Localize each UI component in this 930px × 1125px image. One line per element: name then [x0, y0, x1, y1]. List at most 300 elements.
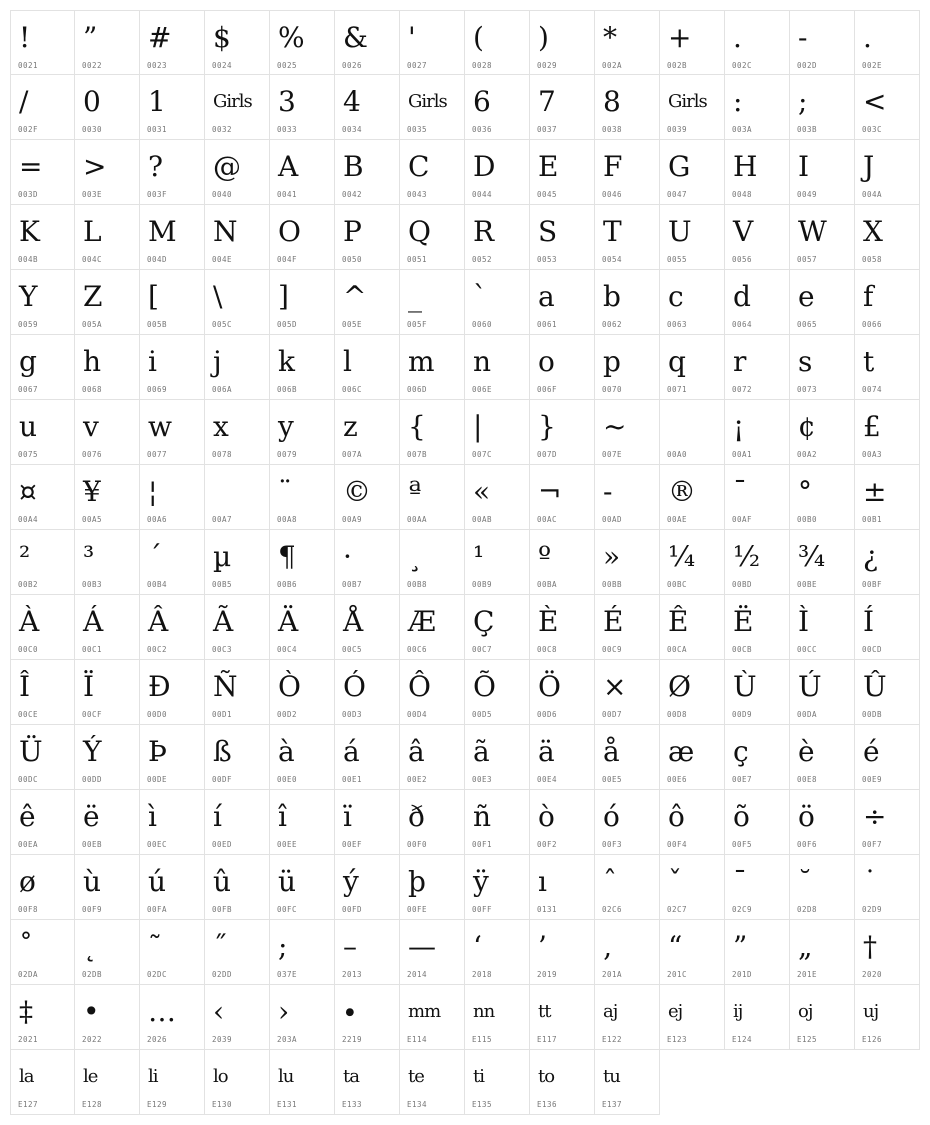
glyph-char: ³	[83, 540, 95, 573]
glyph-char: ª	[408, 475, 422, 508]
glyph-cell-0035	[400, 75, 465, 140]
glyph-cell-0060	[465, 270, 530, 335]
glyph-cell-00ca	[660, 595, 725, 660]
glyph-code: 00A8	[277, 515, 298, 524]
glyph-code: 0026	[342, 61, 363, 70]
glyph-cell-00d6	[530, 660, 595, 725]
glyph-code: 00F1	[472, 840, 493, 849]
glyph-char: x	[213, 410, 229, 443]
glyph-char: `	[473, 280, 487, 313]
glyph-code: 002F	[18, 125, 39, 134]
glyph-cell-0022	[75, 10, 140, 75]
glyph-code: 201C	[667, 970, 688, 979]
glyph-char: !	[19, 21, 31, 54]
glyph-code: 00C8	[537, 645, 558, 654]
glyph-char: $	[213, 21, 231, 54]
glyph-cell-00e8	[790, 725, 855, 790]
glyph-cell-0052	[465, 205, 530, 270]
glyph-code: 00E2	[407, 775, 428, 784]
glyph-code: 00F3	[602, 840, 623, 849]
glyph-cell-2018	[465, 920, 530, 985]
glyph-cell-006e	[465, 335, 530, 400]
glyph-code: 0062	[602, 320, 623, 329]
glyph-char: Ã	[213, 605, 234, 638]
glyph-cell-2014	[400, 920, 465, 985]
glyph-char: >	[83, 150, 107, 183]
glyph-char: ð	[408, 800, 425, 833]
glyph-cell-0051	[400, 205, 465, 270]
glyph-cell-00e0	[270, 725, 335, 790]
glyph-cell-0024	[205, 10, 270, 75]
glyph-cell-00cb	[725, 595, 790, 660]
glyph-code: 0024	[212, 61, 233, 70]
glyph-code: 003D	[18, 190, 39, 199]
glyph-char: ü	[278, 865, 297, 898]
glyph-char: li	[148, 1066, 158, 1087]
glyph-char: ?	[148, 150, 164, 183]
glyph-char: ˙	[863, 865, 877, 898]
glyph-code: 00AB	[472, 515, 493, 524]
glyph-code: 0064	[732, 320, 753, 329]
glyph-code: 007C	[472, 450, 493, 459]
glyph-char: Ñ	[213, 670, 238, 703]
glyph-char: ô	[668, 800, 685, 833]
glyph-cell-00bb	[595, 530, 660, 595]
glyph-code: 0077	[147, 450, 168, 459]
glyph-cell-00b0	[790, 465, 855, 530]
glyph-code: 00B0	[797, 515, 818, 524]
glyph-code: 00C2	[147, 645, 168, 654]
glyph-char: ˉ	[733, 865, 747, 898]
glyph-cell-0036	[465, 75, 530, 140]
glyph-code: 002C	[732, 61, 753, 70]
glyph-cell-0076	[75, 400, 140, 465]
glyph-code: 00DF	[212, 775, 233, 784]
glyph-cell-e130	[205, 1050, 270, 1115]
glyph-cell-0049	[790, 140, 855, 205]
glyph-code: 0068	[82, 385, 103, 394]
glyph-char: Î	[19, 670, 31, 703]
glyph-code: 0042	[342, 190, 363, 199]
glyph-code: 02C9	[732, 905, 753, 914]
glyph-char: 1	[148, 85, 166, 118]
glyph-char: ˝	[213, 930, 227, 963]
glyph-cell-006d	[400, 335, 465, 400]
glyph-char: L	[83, 215, 102, 248]
glyph-char: Ð	[148, 670, 171, 703]
glyph-char: Z	[83, 280, 103, 313]
glyph-code: 00E7	[732, 775, 753, 784]
glyph-char: „	[798, 930, 813, 963]
glyph-cell-2039	[205, 985, 270, 1050]
glyph-char: ˛	[83, 930, 97, 963]
glyph-code: 203A	[277, 1035, 298, 1044]
glyph-char: W	[798, 215, 827, 248]
glyph-code: 00D5	[472, 710, 493, 719]
glyph-cell-0074	[855, 335, 920, 400]
glyph-char: F	[603, 150, 623, 183]
glyph-code: 004D	[147, 255, 168, 264]
glyph-char: ë	[83, 800, 100, 833]
glyph-char: ˜	[148, 930, 162, 963]
glyph-char: )	[538, 21, 549, 54]
glyph-char: C	[408, 150, 430, 183]
glyph-char: Ú	[798, 670, 822, 703]
glyph-char: '	[408, 21, 416, 54]
glyph-cell-0075	[10, 400, 75, 465]
glyph-code: 0067	[18, 385, 39, 394]
glyph-char: tu	[603, 1066, 620, 1087]
glyph-cell-0069	[140, 335, 205, 400]
glyph-cell-00a4	[10, 465, 75, 530]
glyph-cell-2022	[75, 985, 140, 1050]
glyph-cell-00f2	[530, 790, 595, 855]
glyph-char: lu	[278, 1066, 294, 1087]
glyph-char: c	[668, 280, 684, 313]
glyph-code: 00DA	[797, 710, 818, 719]
glyph-cell-0064	[725, 270, 790, 335]
glyph-char: ¼	[668, 540, 696, 573]
glyph-code: 005F	[407, 320, 428, 329]
glyph-code: E123	[667, 1035, 688, 1044]
glyph-code: 00E4	[537, 775, 558, 784]
glyph-char: þ	[408, 865, 426, 898]
glyph-char: _	[408, 280, 422, 313]
glyph-code: 00B8	[407, 580, 428, 589]
glyph-char: +	[668, 21, 692, 54]
glyph-char: ê	[19, 800, 36, 833]
glyph-cell-00f4	[660, 790, 725, 855]
glyph-code: 0075	[18, 450, 39, 459]
glyph-code: 00B7	[342, 580, 363, 589]
glyph-cell-00fb	[205, 855, 270, 920]
glyph-cell-004a	[855, 140, 920, 205]
glyph-cell-201e	[790, 920, 855, 985]
glyph-code: 00BF	[862, 580, 883, 589]
glyph-code: 0051	[407, 255, 428, 264]
glyph-char: aj	[603, 1001, 618, 1022]
glyph-code: 00FC	[277, 905, 298, 914]
glyph-code: 201A	[602, 970, 623, 979]
glyph-char: g	[19, 345, 37, 378]
glyph-char: ¸	[408, 540, 422, 573]
glyph-code: 00A0	[667, 450, 688, 459]
glyph-char: †	[863, 930, 877, 963]
glyph-cell-0030	[75, 75, 140, 140]
glyph-char: ·	[343, 540, 352, 573]
glyph-code: 006D	[407, 385, 428, 394]
glyph-code: E130	[212, 1100, 233, 1109]
glyph-code: 00D8	[667, 710, 688, 719]
glyph-cell-0038	[595, 75, 660, 140]
glyph-cell-0077	[140, 400, 205, 465]
glyph-code: 00E6	[667, 775, 688, 784]
glyph-cell-005a	[75, 270, 140, 335]
glyph-char: å	[603, 735, 620, 768]
glyph-cell-00af	[725, 465, 790, 530]
glyph-cell-02d8	[790, 855, 855, 920]
glyph-cell-00fd	[335, 855, 400, 920]
glyph-code: 003B	[797, 125, 818, 134]
glyph-cell-0050	[335, 205, 400, 270]
glyph-code: 005A	[82, 320, 103, 329]
glyph-char: t	[863, 345, 875, 378]
glyph-char: ta	[343, 1066, 359, 1087]
glyph-char: e	[798, 280, 815, 313]
glyph-cell-0066	[855, 270, 920, 335]
glyph-code: E124	[732, 1035, 753, 1044]
glyph-cell-003d	[10, 140, 75, 205]
glyph-code: 0046	[602, 190, 623, 199]
glyph-char: oj	[798, 1001, 813, 1022]
glyph-code: 00D4	[407, 710, 428, 719]
glyph-code: 0039	[667, 125, 688, 134]
glyph-char: ¤	[19, 475, 37, 508]
glyph-cell-00d1	[205, 660, 270, 725]
glyph-char: ®	[668, 475, 696, 508]
glyph-code: 0029	[537, 61, 558, 70]
glyph-cell-0043	[400, 140, 465, 205]
glyph-char: Â	[148, 605, 169, 638]
glyph-cell-00bf	[855, 530, 920, 595]
glyph-cell-00b5	[205, 530, 270, 595]
glyph-code: 0055	[667, 255, 688, 264]
glyph-code: 0065	[797, 320, 818, 329]
glyph-cell-0029	[530, 10, 595, 75]
glyph-code: 00F7	[862, 840, 883, 849]
glyph-cell-00f1	[465, 790, 530, 855]
glyph-cell-00a3	[855, 400, 920, 465]
glyph-code: 2019	[537, 970, 558, 979]
glyph-char: Ê	[668, 605, 689, 638]
glyph-char: p	[603, 345, 621, 378]
glyph-code: 02D8	[797, 905, 818, 914]
glyph-cell-e136	[530, 1050, 595, 1115]
glyph-code: 00C4	[277, 645, 298, 654]
glyph-char: Ä	[278, 605, 299, 638]
glyph-cell-00fa	[140, 855, 205, 920]
glyph-code: 2020	[862, 970, 883, 979]
glyph-cell-037e	[270, 920, 335, 985]
glyph-cell-00ee	[270, 790, 335, 855]
glyph-cell-00d3	[335, 660, 400, 725]
glyph-code: 00A5	[82, 515, 103, 524]
glyph-char: ’	[538, 930, 547, 963]
glyph-cell-e133	[335, 1050, 400, 1115]
glyph-char: a	[538, 280, 555, 313]
glyph-code: 00BA	[537, 580, 558, 589]
glyph-char: Í	[863, 605, 875, 638]
glyph-code: 2022	[82, 1035, 103, 1044]
glyph-code: 00E9	[862, 775, 883, 784]
glyph-code: 0073	[797, 385, 818, 394]
glyph-cell-00da	[790, 660, 855, 725]
glyph-cell-0023	[140, 10, 205, 75]
glyph-char: ÷	[863, 800, 887, 833]
glyph-code: 0031	[147, 125, 168, 134]
glyph-code: 0045	[537, 190, 558, 199]
glyph-cell-007e	[595, 400, 660, 465]
glyph-cell-0047	[660, 140, 725, 205]
glyph-cell-02d9	[855, 855, 920, 920]
glyph-cell-00ea	[10, 790, 75, 855]
glyph-cell-e128	[75, 1050, 140, 1115]
glyph-char: .	[733, 21, 742, 54]
glyph-code: 00DC	[18, 775, 39, 784]
glyph-code: 2219	[342, 1035, 363, 1044]
glyph-code: 201D	[732, 970, 753, 979]
glyph-cell-0131	[530, 855, 595, 920]
glyph-cell-e124	[725, 985, 790, 1050]
glyph-code: 0048	[732, 190, 753, 199]
glyph-cell-00b2	[10, 530, 75, 595]
glyph-char: 8	[603, 85, 621, 118]
glyph-cell-0040	[205, 140, 270, 205]
glyph-char: G	[668, 150, 691, 183]
glyph-char: nn	[473, 1001, 495, 1022]
glyph-code: 006C	[342, 385, 363, 394]
glyph-code: 00AA	[407, 515, 428, 524]
glyph-char: 3	[278, 85, 296, 118]
glyph-char: ˇ	[668, 865, 682, 898]
glyph-cell-0031	[140, 75, 205, 140]
glyph-cell-0027	[400, 10, 465, 75]
glyph-cell-004b	[10, 205, 75, 270]
glyph-char: D	[473, 150, 496, 183]
glyph-char: V	[733, 215, 754, 248]
glyph-char: #	[148, 21, 172, 54]
glyph-cell-00c8	[530, 595, 595, 660]
glyph-cell-e117	[530, 985, 595, 1050]
glyph-code: E131	[277, 1100, 298, 1109]
glyph-cell-002b	[660, 10, 725, 75]
glyph-code: 0037	[537, 125, 558, 134]
glyph-char: y	[278, 410, 294, 443]
glyph-char: Girls	[408, 91, 447, 112]
glyph-cell-00fc	[270, 855, 335, 920]
glyph-cell-e125	[790, 985, 855, 1050]
glyph-code: 00C5	[342, 645, 363, 654]
glyph-code: 005C	[212, 320, 233, 329]
glyph-cell-00ef	[335, 790, 400, 855]
glyph-code: 00A4	[18, 515, 39, 524]
glyph-char: é	[863, 735, 880, 768]
glyph-char: f	[863, 280, 874, 313]
glyph-char: S	[538, 215, 558, 248]
glyph-code: 00E5	[602, 775, 623, 784]
glyph-cell-00dd	[75, 725, 140, 790]
glyph-char: le	[83, 1066, 98, 1087]
glyph-char: õ	[733, 800, 750, 833]
glyph-cell-02c7	[660, 855, 725, 920]
glyph-code: 02DC	[147, 970, 168, 979]
glyph-char: ti	[473, 1066, 484, 1087]
glyph-char: /	[19, 85, 29, 118]
glyph-cell-201c	[660, 920, 725, 985]
glyph-char: ã	[473, 735, 490, 768]
glyph-cell-2020	[855, 920, 920, 985]
glyph-char: Ö	[538, 670, 561, 703]
glyph-char: à	[278, 735, 295, 768]
glyph-code: 037E	[277, 970, 298, 979]
glyph-char: Ï	[83, 670, 95, 703]
glyph-code: 004A	[862, 190, 883, 199]
glyph-char: È	[538, 605, 559, 638]
glyph-cell-00d5	[465, 660, 530, 725]
glyph-cell-007c	[465, 400, 530, 465]
glyph-cell-0067	[10, 335, 75, 400]
glyph-code: 00EB	[82, 840, 103, 849]
glyph-cell-00a7	[205, 465, 270, 530]
glyph-char: ∙	[343, 995, 357, 1028]
glyph-cell-0062	[595, 270, 660, 335]
glyph-cell-201d	[725, 920, 790, 985]
glyph-code: 0052	[472, 255, 493, 264]
glyph-code: 0030	[82, 125, 103, 134]
glyph-cell-00c7	[465, 595, 530, 660]
glyph-code: 00CE	[18, 710, 39, 719]
glyph-char: µ	[213, 540, 232, 573]
glyph-char: &	[343, 21, 368, 54]
glyph-code: 0038	[602, 125, 623, 134]
glyph-char: R	[473, 215, 495, 248]
glyph-char: Q	[408, 215, 431, 248]
glyph-char: ý	[343, 865, 359, 898]
glyph-code: 00AD	[602, 515, 623, 524]
glyph-cell-0054	[595, 205, 660, 270]
glyph-char: r	[733, 345, 747, 378]
glyph-code: E115	[472, 1035, 493, 1044]
glyph-code: 00D1	[212, 710, 233, 719]
glyph-char: ˘	[798, 865, 812, 898]
glyph-code: 006B	[277, 385, 298, 394]
glyph-code: 0025	[277, 61, 298, 70]
glyph-cell-006f	[530, 335, 595, 400]
glyph-char: ij	[733, 1001, 743, 1022]
glyph-code: 0041	[277, 190, 298, 199]
glyph-code: 0022	[82, 61, 103, 70]
glyph-char: ¶	[278, 540, 296, 573]
glyph-cell-02dd	[205, 920, 270, 985]
glyph-cell-00a1	[725, 400, 790, 465]
glyph-cell-003e	[75, 140, 140, 205]
glyph-code: 0072	[732, 385, 753, 394]
glyph-cell-0041	[270, 140, 335, 205]
glyph-code: 00F9	[82, 905, 103, 914]
glyph-char: Ò	[278, 670, 301, 703]
glyph-cell-00e5	[595, 725, 660, 790]
glyph-cell-0053	[530, 205, 595, 270]
glyph-char: \	[213, 280, 223, 313]
glyph-code: 00C7	[472, 645, 493, 654]
glyph-cell-004f	[270, 205, 335, 270]
glyph-cell-002d	[790, 10, 855, 75]
glyph-char: v	[83, 410, 99, 443]
glyph-char: Ë	[733, 605, 754, 638]
glyph-char: ˚	[19, 930, 33, 963]
glyph-cell-00a9	[335, 465, 400, 530]
glyph-char: ²	[19, 540, 31, 573]
glyph-cell-e127	[10, 1050, 75, 1115]
glyph-char: ^	[343, 280, 367, 313]
glyph-char: ‹	[213, 995, 225, 1028]
glyph-char: í	[213, 800, 222, 833]
glyph-code: 00EE	[277, 840, 298, 849]
glyph-code: 00DE	[147, 775, 168, 784]
glyph-code: 00F8	[18, 905, 39, 914]
glyph-code: 0057	[797, 255, 818, 264]
glyph-char: <	[863, 85, 887, 118]
